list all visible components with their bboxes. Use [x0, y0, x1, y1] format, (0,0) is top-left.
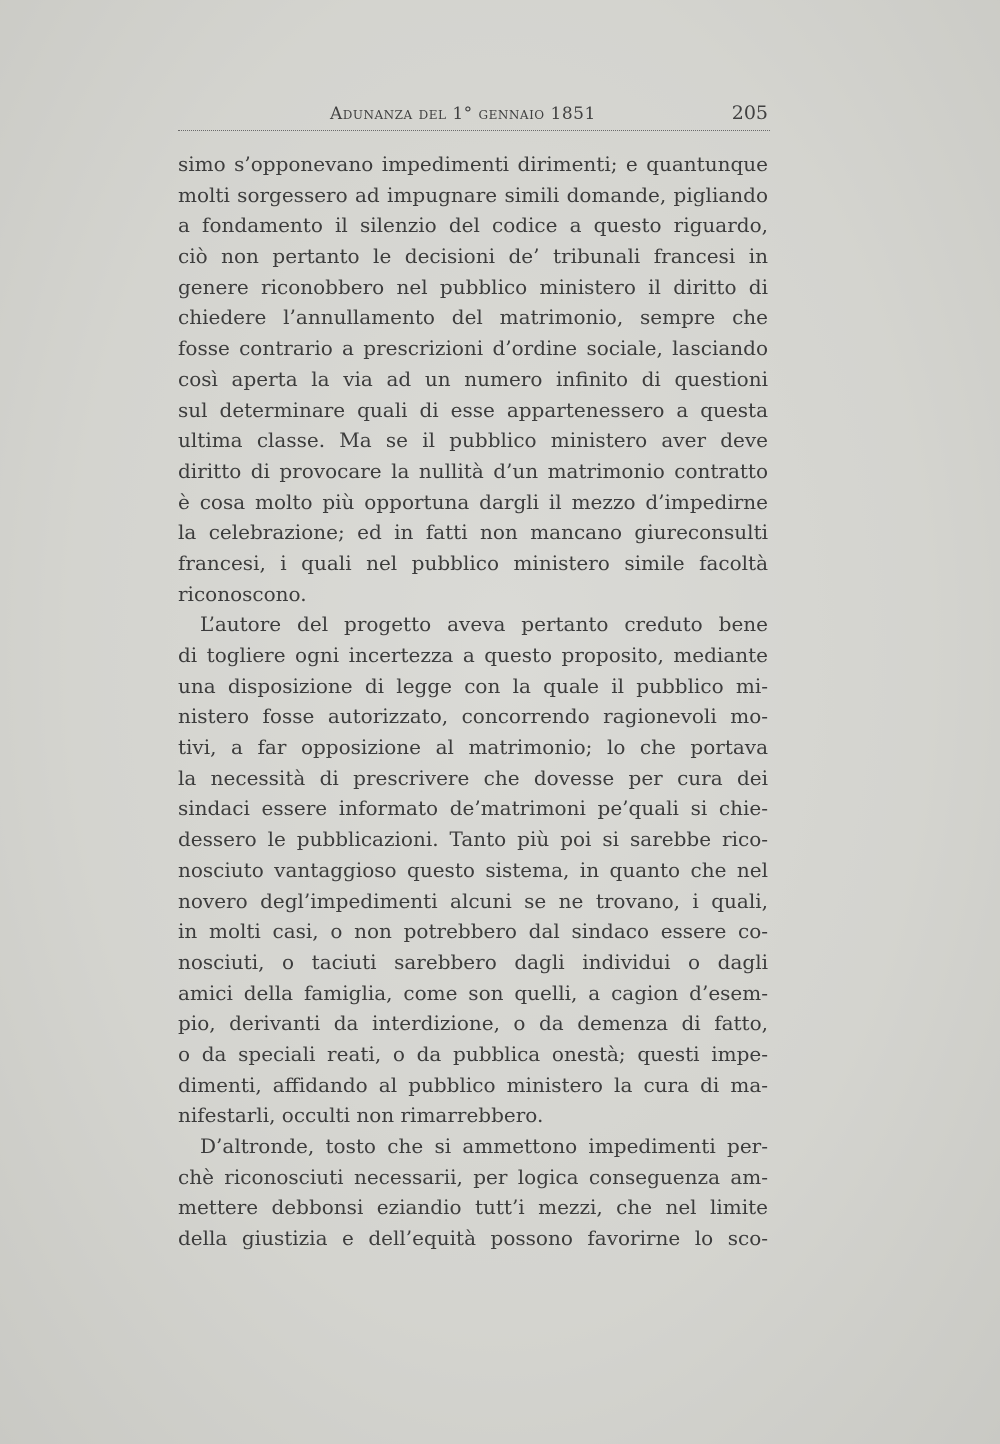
- text-line: francesi, i quali nel pubblico ministero simile facoltà: [178, 550, 768, 575]
- text-line: nosciuti, o taciuti sarebbero dagli individui o dagli: [178, 949, 768, 974]
- text-line: molti sorgessero ad impugnare simili domande, pigliando: [178, 182, 768, 207]
- text-line: la celebrazione; ed in fatti non mancano giureconsulti: [178, 520, 768, 545]
- text-line: o da speciali reati, o da pubblica onestà; questi impe-: [178, 1041, 768, 1066]
- text-line: ciò non pertanto le decisioni de’ tribunali francesi in: [178, 244, 768, 269]
- text-line: sul determinare quali di esse appartenessero a questa: [178, 397, 768, 422]
- text-line: chiedere l’annullamento del matrimonio, sempre che: [178, 305, 768, 330]
- text-line: ultima classe. Ma se il pubblico ministero aver deve: [178, 428, 768, 453]
- text-line: chè riconosciuti necessarii, per logica conseguenza am-: [178, 1164, 768, 1189]
- text-line: tivi, a far opposizione al matrimonio; lo che portava: [178, 735, 768, 760]
- text-line: a fondamento il silenzio del codice a questo riguardo,: [178, 213, 768, 238]
- paragraph-start-line: D’altronde, tosto che si ammettono impedimenti per-: [200, 1134, 768, 1158]
- body-text: [178, 149, 768, 1254]
- header-rule: [178, 130, 770, 131]
- text-line: fosse contrario a prescrizioni d’ordine sociale, lasciando: [178, 336, 768, 361]
- text-line: nosciuto vantaggioso questo sistema, in quanto che nel: [178, 857, 768, 882]
- text-line: in molti casi, o non potrebbero dal sindaco essere co-: [178, 919, 768, 944]
- text-line: dessero le pubblicazioni. Tanto più poi si sarebbe rico-: [178, 827, 768, 852]
- text-line: dimenti, affidando al pubblico ministero la cura di ma-: [178, 1072, 768, 1097]
- text-line: della giustizia e dell’equità possono favorirne lo sco-: [178, 1226, 768, 1251]
- text-line: così aperta la via ad un numero infinito di questioni: [178, 366, 768, 391]
- text-line: è cosa molto più opportuna dargli il mezzo d’impedirne: [178, 489, 768, 514]
- running-head: [178, 100, 768, 130]
- text-line: la necessità di prescrivere che dovesse per cura dei: [178, 765, 768, 790]
- running-title: Adunanza del 1° gennaio 1851: [330, 104, 596, 124]
- text-line: amici della famiglia, come son quelli, a cagion d’esem-: [178, 980, 768, 1005]
- paragraph-end-line: nifestarli, occulti non rimarrebbero.: [178, 1103, 544, 1128]
- text-line: genere riconobbero nel pubblico ministero il diritto di: [178, 274, 768, 299]
- page-number: 205: [731, 102, 768, 124]
- text-line: nistero fosse autorizzato, concorrendo ragionevoli mo-: [178, 704, 768, 729]
- text-line: una disposizione di legge con la quale il pubblico mi-: [178, 673, 768, 698]
- paragraph-start-line: L’autore del progetto aveva pertanto creduto bene: [200, 612, 768, 637]
- text-line: sindaci essere informato de’matrimoni pe’quali si chie-: [178, 796, 768, 821]
- text-line: di togliere ogni incertezza a questo proposito, mediante: [178, 643, 768, 667]
- text-line: diritto di provocare la nullità d’un matrimonio contratto: [178, 458, 768, 483]
- text-line: novero degl’impedimenti alcuni se ne trovano, i quali,: [178, 888, 768, 913]
- text-line: pio, derivanti da interdizione, o da demenza di fatto,: [178, 1011, 768, 1036]
- text-line: simo s’opponevano impedimenti dirimenti; e quantunque: [178, 152, 768, 176]
- text-line: mettere debbonsi eziandio tutt’i mezzi, che nel limite: [178, 1195, 768, 1220]
- paragraph-end-line: riconoscono.: [178, 581, 307, 606]
